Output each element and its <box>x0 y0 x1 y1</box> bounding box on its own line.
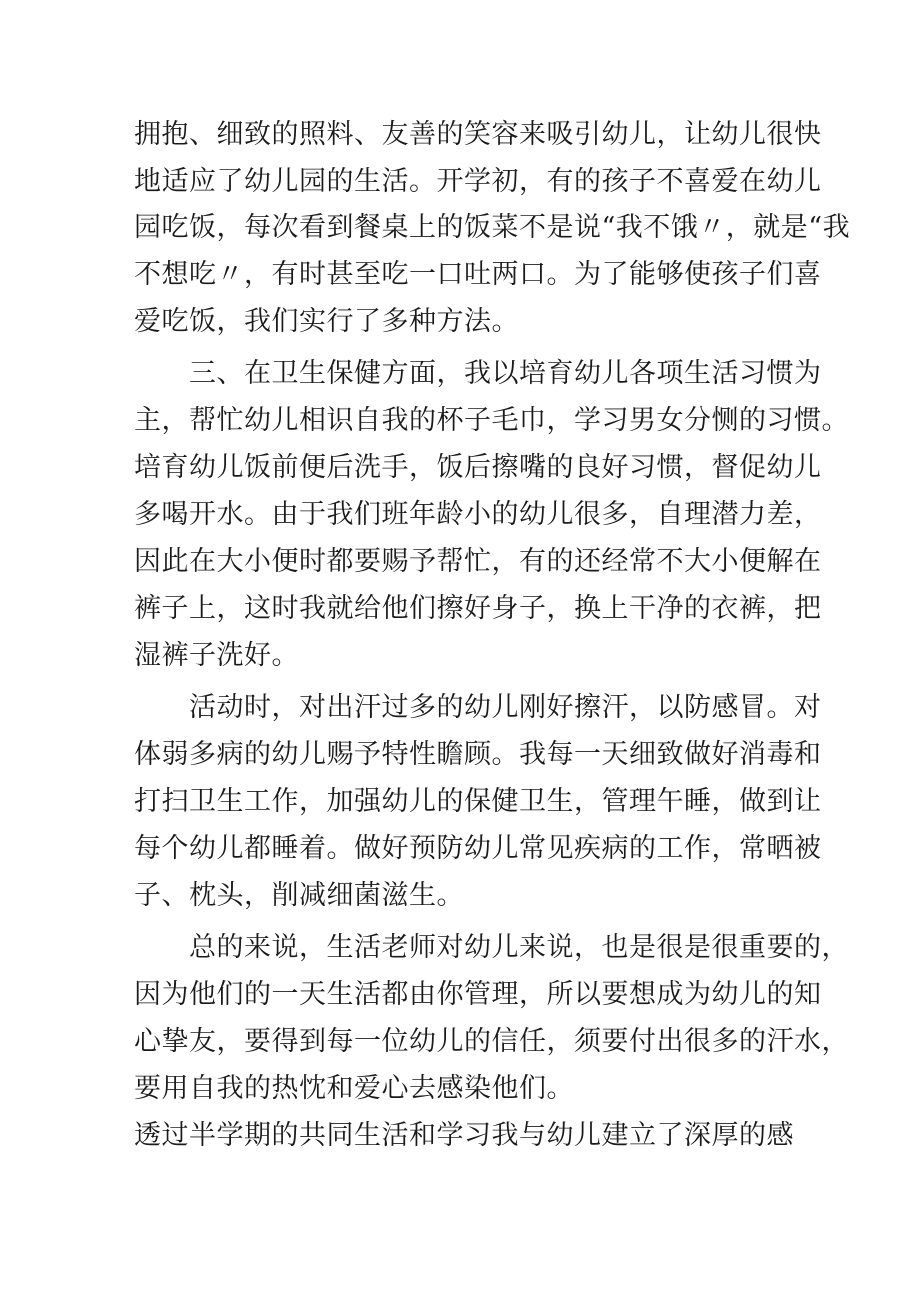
text-line: 培育幼儿饭前便后洗手，饭后擦嘴的良好习惯，督促幼儿 <box>134 452 822 483</box>
text-line: 裤子上，这时我就给他们擦好身子，换上干净的衣裤，把 <box>134 593 822 624</box>
text-line: 三、在卫生保健方面，我以培育幼儿各项生活习惯为 <box>189 358 822 389</box>
text-line: 主，帮忙幼儿相识自我的杯子毛巾，学习男女分恻的习惯。 <box>134 405 849 436</box>
text-line: 透过半学期的共同生活和学习我与幼儿建立了深厚的感 <box>134 1120 794 1151</box>
text-line: 要用自我的热忱和爱心去感染他们。 <box>134 1073 574 1104</box>
text-line: 心挚友，要得到每一位幼儿的信任，须要付出很多的汗水， <box>134 1026 849 1057</box>
text-line: 湿裤子洗好。 <box>134 640 299 671</box>
text-line: 多喝开水。由于我们班年龄小的幼儿很多，自理潜力差， <box>134 499 822 530</box>
text-line: 每个幼儿都睡着。做好预防幼儿常见疾病的工作，常晒被 <box>134 833 822 864</box>
text-line: 因此在大小便时都要赐予帮忙，有的还经常不大小便解在 <box>134 546 822 577</box>
text-line: 拥抱、细致的照料、友善的笑容来吸引幼儿，让幼儿很快 <box>134 119 822 150</box>
text-line: 因为他们的一天生活都由你管理，所以要想成为幼儿的知 <box>134 979 822 1010</box>
text-line: 打扫卫生工作，加强幼儿的保健卫生，管理午睡，做到让 <box>134 786 822 817</box>
text-line: 子、枕头，削减细菌滋生。 <box>134 880 464 911</box>
text-line: 园吃饭，每次看到餐桌上的饭菜不是说“我不饿〃，就是“我 <box>134 212 851 243</box>
text-line: 不想吃〃，有时甚至吃一口吐两口。为了能够使孩子们喜 <box>134 259 822 290</box>
text-line: 地适应了幼儿园的生活。开学初，有的孩子不喜爱在幼儿 <box>134 166 822 197</box>
text-line: 体弱多病的幼儿赐予特性瞻顾。我每一天细致做好消毒和 <box>134 739 822 770</box>
text-line: 总的来说，生活老师对幼儿来说，也是很是很重要的， <box>189 932 849 963</box>
text-line: 活动时，对出汗过多的幼儿刚好擦汗，以防感冒。对 <box>189 692 822 723</box>
text-line: 爱吃饭，我们实行了多种方法。 <box>134 306 519 337</box>
